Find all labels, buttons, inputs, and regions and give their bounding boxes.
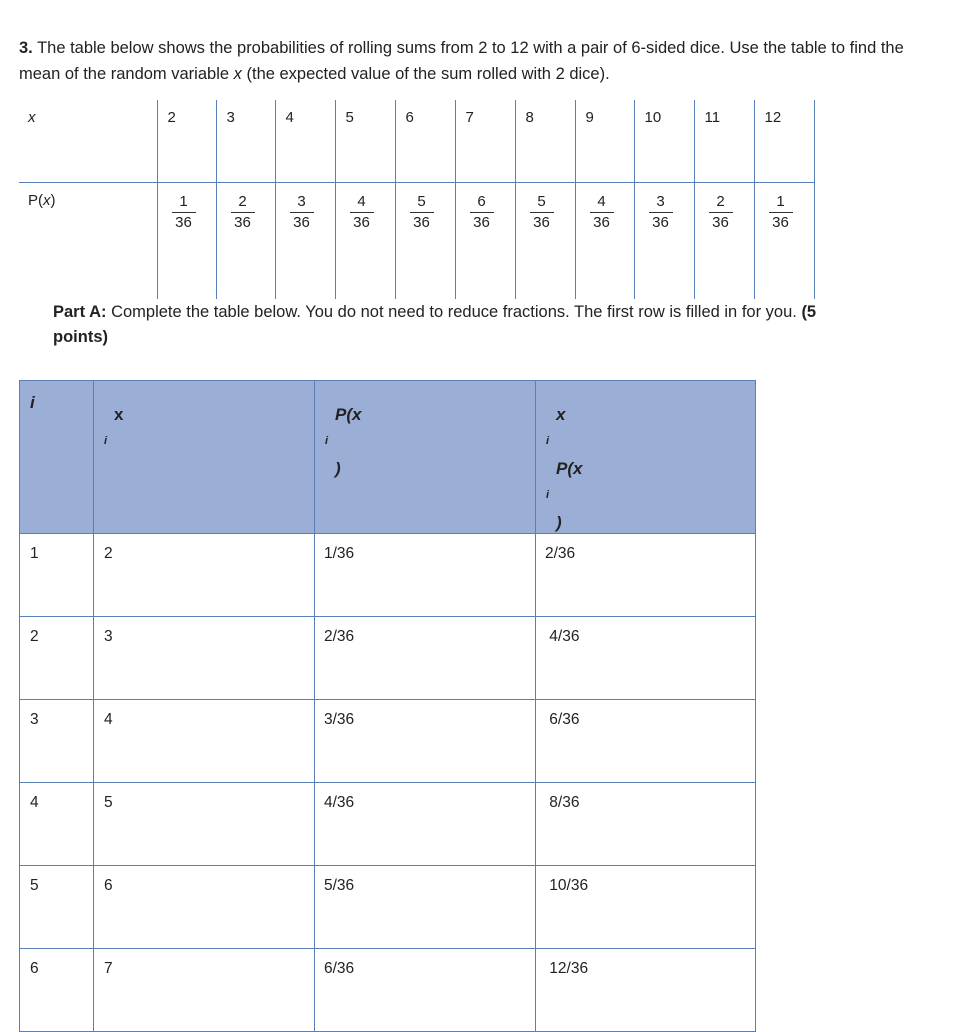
question-text bbox=[19, 35, 919, 87]
x-value: 3 bbox=[226, 109, 235, 126]
header-prod-sub2: i bbox=[546, 489, 550, 501]
fraction-denominator: 36 bbox=[772, 214, 789, 231]
cell-i bbox=[20, 534, 94, 617]
fraction-denominator: 36 bbox=[175, 214, 192, 231]
probability-fraction bbox=[172, 193, 196, 232]
probability-cell bbox=[335, 183, 395, 300]
probability-cell bbox=[754, 183, 814, 300]
cell-i-value: 2 bbox=[30, 628, 39, 645]
probability-cell bbox=[515, 183, 575, 300]
x-row bbox=[19, 100, 814, 183]
cell-pxi bbox=[315, 534, 536, 617]
x-cell bbox=[335, 100, 395, 183]
cell-xipxi bbox=[536, 783, 756, 866]
header-i-label: i bbox=[30, 393, 35, 412]
x-value: 5 bbox=[345, 109, 354, 126]
x-cell bbox=[157, 100, 216, 183]
fraction-denominator: 36 bbox=[234, 214, 251, 231]
header-pxi-post: ) bbox=[335, 459, 341, 478]
cell-pxi bbox=[315, 783, 536, 866]
header-prod-post: ) bbox=[556, 513, 562, 532]
px-header bbox=[19, 183, 157, 209]
fraction-numerator: 6 bbox=[477, 193, 486, 210]
cell-xi bbox=[94, 534, 315, 617]
cell-xi bbox=[94, 700, 315, 783]
probability-fraction bbox=[649, 193, 673, 232]
probability-cell bbox=[395, 183, 455, 300]
x-value: 8 bbox=[525, 109, 534, 126]
header-pxi-sub: i bbox=[325, 435, 329, 447]
cell-xi-value: 7 bbox=[104, 960, 113, 977]
fraction-numerator: 2 bbox=[716, 193, 725, 210]
cell-xi-value: 3 bbox=[104, 628, 113, 645]
header-xi-label bbox=[94, 381, 314, 447]
probability-cell bbox=[216, 183, 275, 300]
fraction-numerator: 1 bbox=[776, 193, 785, 210]
cell-pxi-value: 5/36 bbox=[324, 877, 355, 894]
fraction-denominator: 36 bbox=[533, 214, 550, 231]
cell-pxi bbox=[315, 949, 536, 1032]
x-value: 6 bbox=[405, 109, 414, 126]
cell-xi-value: 5 bbox=[104, 794, 113, 811]
cell-pxi-value: 1/36 bbox=[324, 545, 355, 562]
completion-header-row bbox=[20, 381, 756, 534]
cell-xipxi bbox=[536, 949, 756, 1032]
fraction-numerator: 4 bbox=[597, 193, 606, 210]
cell-i-value: 1 bbox=[30, 545, 39, 562]
fraction-denominator: 36 bbox=[593, 214, 610, 231]
cell-xi-value: 4 bbox=[104, 711, 113, 728]
probability-cell bbox=[575, 183, 634, 300]
probability-fraction bbox=[709, 193, 733, 232]
cell-pxi bbox=[315, 700, 536, 783]
x-cell bbox=[694, 100, 754, 183]
cell-pxi-value: 6/36 bbox=[324, 960, 355, 977]
x-cell bbox=[575, 100, 634, 183]
fraction-numerator: 3 bbox=[297, 193, 306, 210]
cell-pxi bbox=[315, 866, 536, 949]
fraction-numerator: 5 bbox=[417, 193, 426, 210]
table-row bbox=[20, 866, 756, 949]
px-label-pre: P( bbox=[28, 192, 43, 209]
header-xi-base: x bbox=[114, 405, 124, 424]
cell-xi bbox=[94, 949, 315, 1032]
fraction-denominator: 36 bbox=[293, 214, 310, 231]
question-body-end: (the expected value of the sum rolled with 2 dice). bbox=[246, 65, 610, 83]
cell-i bbox=[20, 949, 94, 1032]
cell-i-value: 3 bbox=[30, 711, 39, 728]
cell-pxi-value: 4/36 bbox=[324, 794, 355, 811]
cell-pxi bbox=[315, 617, 536, 700]
table-row bbox=[20, 617, 756, 700]
fraction-denominator: 36 bbox=[353, 214, 370, 231]
probability-cell bbox=[634, 183, 694, 300]
probability-fraction bbox=[290, 193, 314, 232]
header-xipxi bbox=[536, 381, 756, 534]
fraction-numerator: 2 bbox=[238, 193, 247, 210]
fraction-denominator: 36 bbox=[712, 214, 729, 231]
question-variable: x bbox=[233, 65, 242, 83]
x-cell bbox=[455, 100, 515, 183]
table-row bbox=[20, 534, 756, 617]
fraction-denominator: 36 bbox=[652, 214, 669, 231]
cell-i-value: 5 bbox=[30, 877, 39, 894]
cell-i-value: 6 bbox=[30, 960, 39, 977]
x-value: 11 bbox=[704, 109, 721, 126]
fraction-numerator: 4 bbox=[357, 193, 366, 210]
header-pxi-pre: P(x bbox=[335, 405, 362, 424]
probability-table bbox=[19, 100, 815, 299]
probability-row bbox=[19, 183, 814, 300]
x-cell bbox=[754, 100, 814, 183]
x-value: 12 bbox=[764, 109, 782, 126]
header-xi-sub: i bbox=[104, 435, 108, 447]
table-row bbox=[20, 949, 756, 1032]
header-prod-sub1: i bbox=[546, 435, 550, 447]
fraction-denominator: 36 bbox=[473, 214, 490, 231]
table-row bbox=[20, 700, 756, 783]
header-i bbox=[20, 381, 94, 534]
cell-xipxi bbox=[536, 700, 756, 783]
header-prod-mid: P(x bbox=[556, 459, 583, 478]
probability-cell bbox=[694, 183, 754, 300]
x-value: 4 bbox=[285, 109, 294, 126]
part-a-text: Complete the table below. You do not need to reduce fractions. The first row is filled in for you. bbox=[111, 303, 797, 321]
cell-xipxi-value: 4/36 bbox=[545, 628, 580, 645]
probability-fraction bbox=[769, 193, 793, 232]
question-body: The table below shows the probabilities of rolling sums from 2 to 12 with a pair of 6-sided dice. Use the table to find the mean of the random variable bbox=[19, 39, 904, 83]
probability-fraction bbox=[530, 193, 554, 232]
probability-fraction bbox=[470, 193, 494, 232]
fraction-numerator: 3 bbox=[656, 193, 665, 210]
header-pxi-label bbox=[315, 381, 535, 479]
probability-fraction bbox=[231, 193, 255, 232]
x-header-cell bbox=[19, 100, 157, 183]
cell-xipxi bbox=[536, 617, 756, 700]
x-value: 2 bbox=[167, 109, 176, 126]
probability-fraction bbox=[410, 193, 434, 232]
cell-xi bbox=[94, 617, 315, 700]
part-a-points: (5 points) bbox=[53, 303, 817, 346]
x-value: 7 bbox=[465, 109, 474, 126]
question-number: 3. bbox=[19, 39, 33, 57]
cell-xipxi-value: 8/36 bbox=[545, 794, 580, 811]
probability-fraction bbox=[350, 193, 374, 232]
cell-xi-value: 6 bbox=[104, 877, 113, 894]
fraction-numerator: 1 bbox=[179, 193, 188, 210]
probability-cell bbox=[455, 183, 515, 300]
x-cell bbox=[515, 100, 575, 183]
cell-i bbox=[20, 617, 94, 700]
part-a-instructions bbox=[53, 300, 853, 350]
cell-xipxi-value: 12/36 bbox=[545, 960, 589, 977]
header-xipxi-label bbox=[536, 381, 755, 533]
x-value: 9 bbox=[585, 109, 594, 126]
px-label-post: ) bbox=[50, 192, 56, 209]
cell-xipxi-value: 10/36 bbox=[545, 877, 589, 894]
table-row bbox=[20, 783, 756, 866]
header-xi bbox=[94, 381, 315, 534]
cell-xi-value: 2 bbox=[104, 545, 113, 562]
cell-i bbox=[20, 700, 94, 783]
completion-table bbox=[19, 380, 756, 1032]
probability-cell bbox=[275, 183, 335, 300]
x-cell bbox=[395, 100, 455, 183]
cell-xi bbox=[94, 866, 315, 949]
cell-xipxi bbox=[536, 534, 756, 617]
x-value: 10 bbox=[644, 109, 662, 126]
cell-pxi-value: 2/36 bbox=[324, 628, 355, 645]
part-a-label: Part A: bbox=[53, 303, 107, 321]
cell-i-value: 4 bbox=[30, 794, 39, 811]
px-label-var: x bbox=[43, 192, 51, 209]
cell-xipxi-value: 6/36 bbox=[545, 711, 580, 728]
x-cell bbox=[275, 100, 335, 183]
header-prod-base: x bbox=[556, 405, 566, 424]
probability-fraction bbox=[590, 193, 614, 232]
header-pxi bbox=[315, 381, 536, 534]
cell-xipxi-value: 2/36 bbox=[545, 545, 576, 562]
x-cell bbox=[634, 100, 694, 183]
probability-cell bbox=[157, 183, 216, 300]
cell-pxi-value: 3/36 bbox=[324, 711, 355, 728]
x-header: x bbox=[28, 109, 36, 126]
cell-xi bbox=[94, 783, 315, 866]
px-header-cell bbox=[19, 183, 157, 300]
fraction-numerator: 5 bbox=[537, 193, 546, 210]
cell-xipxi bbox=[536, 866, 756, 949]
x-cell bbox=[216, 100, 275, 183]
fraction-denominator: 36 bbox=[413, 214, 430, 231]
cell-i bbox=[20, 783, 94, 866]
cell-i bbox=[20, 866, 94, 949]
